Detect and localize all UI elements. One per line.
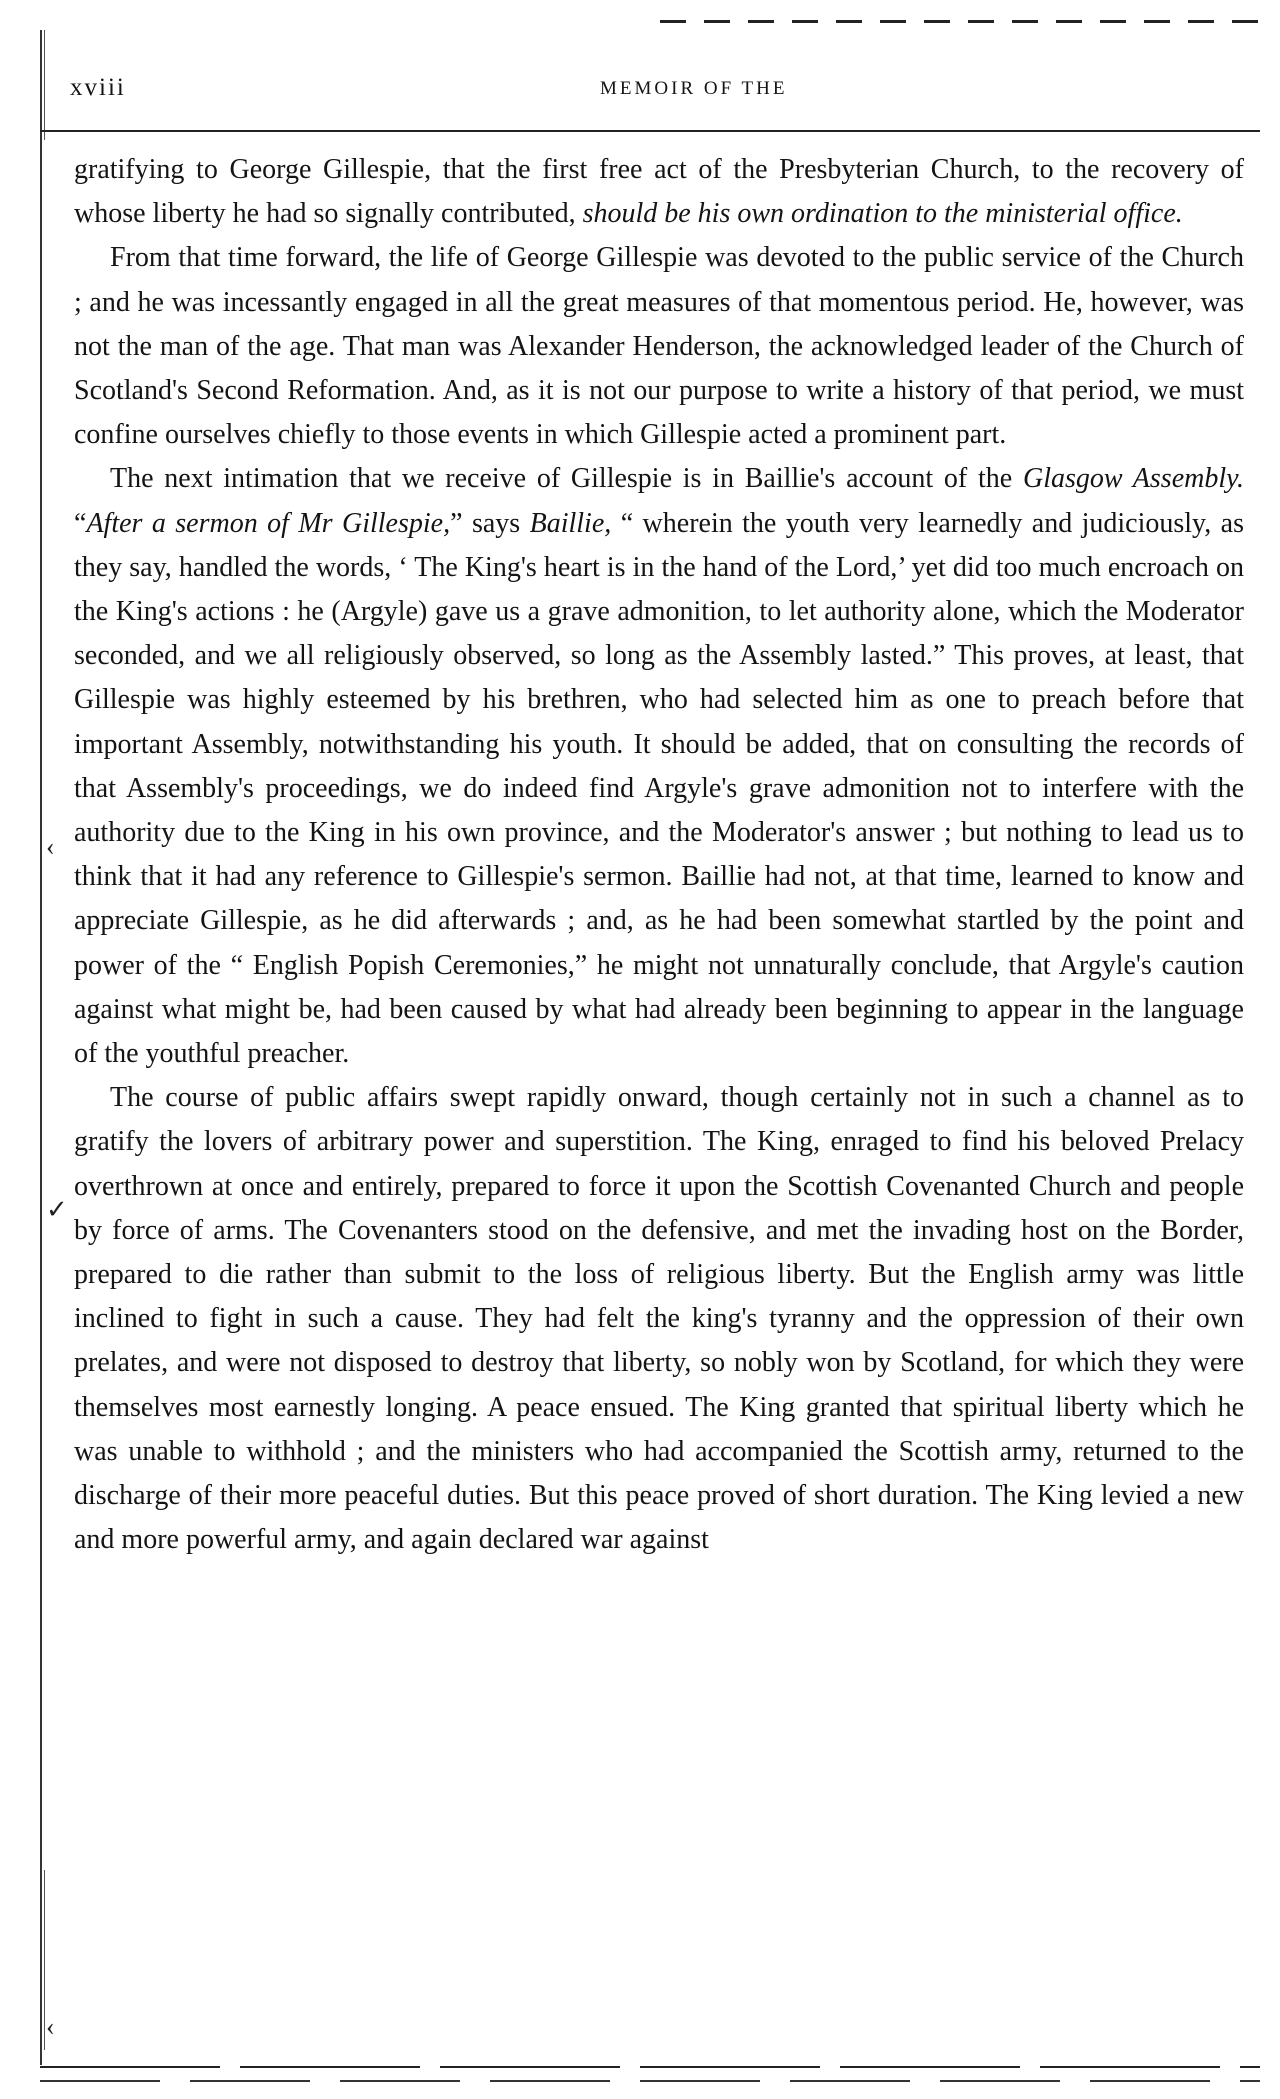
- italic-run: should be his own ordination to the ministerial office.: [582, 198, 1183, 230]
- text-run: The next intimation that we receive of Gillespie is in Baillie's account of the: [110, 463, 1023, 495]
- margin-annotation: ‹: [46, 832, 55, 861]
- page-number: xviii: [70, 74, 126, 101]
- text-run: “: [74, 507, 87, 539]
- paragraph-4: The course of public affairs swept rapidly onward, though certainly not in such a channel as to gratify the lovers of arbitrary power and superstition. The King, enraged to find his beloved Prelacy overthrown at once and entirely, prepared to force it upon the Scottish Covenanted Church and people by force of arms. The Covenanters stood on the defensive, and met the invading host on the Border, prepared to die rather than submit to the loss of religious liberty. But the English army was little inclined to fight in such a cause. They had felt the king's tyranny and the oppression of their own prelates, and were not disposed to destroy that liberty, so nobly won by Scotland, for which they were themselves most earnestly longing. A peace ensued. The King granted that spiritual liberty which he was unable to withhold ; and the ministers who had accompanied the Scottish army, returned to the discharge of their more peaceful duties. But this peace proved of short duration. The King levied a new and more powerful army, and again declared war against: [74, 1082, 1244, 1556]
- left-margin-rule: [40, 30, 42, 2065]
- paragraph-2: From that time forward, the life of George Gillespie was devoted to the public service of the Church ; and he was incessantly engaged in all the great measures of that momentous period. He, however, was not the man of the age. That man was Alexander Henderson, the acknowledged leader of the Church of Scotland's Second Reformation. And, as it is not our purpose to write a history of that period, we must confine ourselves chiefly to those events in which Gillespie acted a prominent part.: [74, 242, 1244, 451]
- italic-run: Baillie,: [529, 507, 612, 539]
- italic-run: After a sermon of Mr Gillespie,: [86, 507, 451, 539]
- left-margin-rule-top: [44, 30, 45, 140]
- top-dashed-rule: [660, 20, 1260, 23]
- bottom-rule: [40, 2080, 1260, 2082]
- running-title: MEMOIR OF THE: [600, 78, 788, 99]
- header-rule: [40, 130, 1260, 132]
- paragraph-1: [74, 148, 1244, 236]
- text-run: gratifying to George Gillespie, that the first free act of the Presbyterian Church, to the recovery of whose liberty he had so signally contributed,: [74, 154, 1244, 230]
- margin-annotation: ✓: [46, 1195, 68, 1224]
- page-header: [70, 74, 1260, 114]
- margin-annotation: ‹: [46, 2012, 55, 2041]
- paragraph-3: [74, 457, 1244, 1076]
- body-text: [74, 148, 1244, 1563]
- text-run: “ wherein the youth very learnedly and judiciously, as they say, handled the words, ‘ The King's heart is in the hand of the Lord,’ yet did too much encroach on the King's actions : he (Argyle) gave us a grave admonition, to let authority alone, which the Moderator seconded, and we all religiously observed, so long as the Assembly lasted.” This proves, at least, that Gillespie was highly esteemed by his brethren, who had selected him as one to preach before that important Assembly, notwithstanding his youth. It should be added, that on consulting the records of that Assembly's proceedings, we do indeed find Argyle's grave admonition not to interfere with the authority due to the King in his own province, and the Moderator's answer ; but nothing to lead us to think that it had any reference to Gillespie's sermon. Baillie had not, at that time, learned to know and appreciate Gillespie, as he did afterwards ; and, as he had been somewhat startled by the point and power of the “ English Popish Ceremonies,” he might not unnaturally conclude, that Argyle's caution against what might be, had been caused by what had already been beginning to appear in the language of the youthful preacher.: [74, 507, 1244, 1070]
- text-run: ” says: [450, 507, 530, 539]
- italic-run: Glasgow Assembly.: [1022, 463, 1245, 495]
- bottom-rule: [40, 2066, 1260, 2068]
- left-margin-rule-bottom: [44, 1870, 45, 2050]
